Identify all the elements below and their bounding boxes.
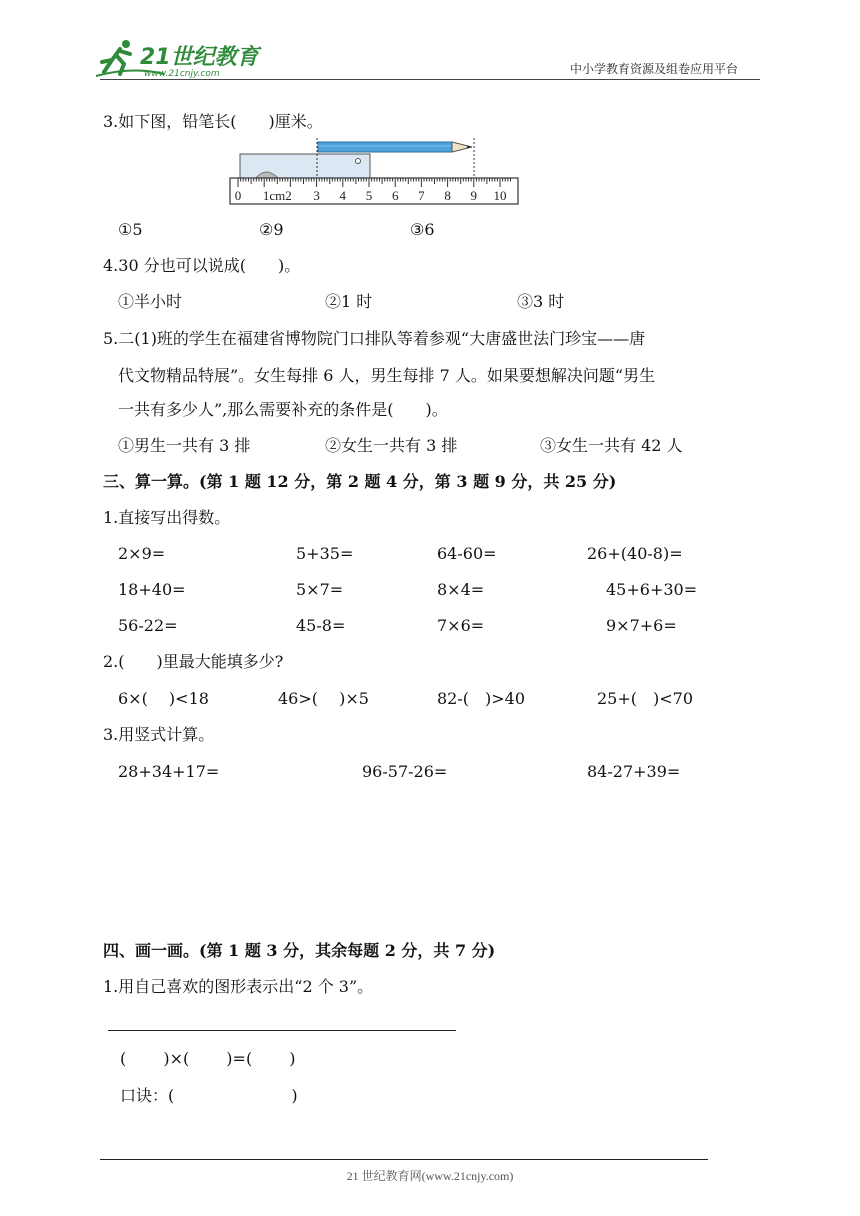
section3-title: 三、算一算。(第 1 题 12 分，第 2 题 4 分，第 3 题 9 分，共 25 分) <box>103 472 617 491</box>
calc-item: 2×9= <box>118 544 166 563</box>
site-logo <box>94 38 264 82</box>
fill-item: 46>( )×5 <box>278 689 369 708</box>
ruler-label: 1cm2 <box>262 188 292 203</box>
q5-line-3: 一共有多少人”,那么需要补充的条件是( )。 <box>118 400 448 419</box>
q5-line-2: 代文物精品特展”。女生每排 6 人，男生每排 7 人。如果要想解决问题“男生 <box>118 366 656 385</box>
q4-option-2: ②1 时 <box>325 292 373 311</box>
header-divider <box>100 79 760 80</box>
vertical-calc-item: 28+34+17= <box>118 762 220 781</box>
calc-item: 9×7+6= <box>606 616 677 635</box>
q5-option-1: ①男生一共有 3 排 <box>118 436 251 455</box>
q4-option-1: ①半小时 <box>118 292 183 311</box>
ruler-label: 3 <box>313 188 320 203</box>
drawing-answer-line <box>108 1030 456 1031</box>
fill-item: 82-( )>40 <box>437 689 526 708</box>
ruler-label: 7 <box>418 188 425 203</box>
koujue-blank: 口诀：( ) <box>120 1086 298 1105</box>
s4-q1-title: 1.用自己喜欢的图形表示出“2 个 3”。 <box>103 977 374 996</box>
calc-item: 45-8= <box>296 616 346 635</box>
q5-line-1: 5.二(1)班的学生在福建省博物院门口排队等着参观“大唐盛世法门珍宝——唐 <box>103 329 646 348</box>
ruler-label: 5 <box>365 188 373 203</box>
ruler-label: 8 <box>444 188 451 203</box>
ruler-label: 9 <box>470 188 478 203</box>
footer-divider <box>100 1159 708 1160</box>
fill-item: 25+( )<70 <box>597 689 694 708</box>
q4-option-3: ③3 时 <box>517 292 565 311</box>
footer-text: 21 世纪教育网(www.21cnjy.com) <box>346 1169 514 1183</box>
q3-option-3: ③6 <box>410 220 435 239</box>
fill-item: 6×( )<18 <box>118 689 209 708</box>
calc-item: 45+6+30= <box>606 580 698 599</box>
s3-q3-title: 3.用竖式计算。 <box>103 725 215 744</box>
q5-option-3: ③女生一共有 42 人 <box>540 436 683 455</box>
ruler-pencil-figure <box>228 134 520 208</box>
s3-q1-title: 1.直接写出得数。 <box>103 508 231 527</box>
calc-item: 56-22= <box>118 616 178 635</box>
ruler-label: 6 <box>391 188 399 203</box>
q3-stem: 3.如下图，铅笔长( )厘米。 <box>103 112 323 131</box>
calc-item: 7×6= <box>437 616 485 635</box>
q5-option-2: ②女生一共有 3 排 <box>325 436 458 455</box>
header-tagline: 中小学教育资源及组卷应用平台 <box>570 62 739 76</box>
s3-q2-title: 2.( )里最大能填多少? <box>103 652 284 671</box>
ruler-label: 10 <box>493 188 507 203</box>
calc-item: 18+40= <box>118 580 186 599</box>
logo-text: 21世纪教育 <box>140 45 259 70</box>
calc-item: 26+(40-8)= <box>587 544 683 563</box>
calc-item: 5+35= <box>296 544 354 563</box>
q3-option-2: ②9 <box>259 220 284 239</box>
vertical-calc-item: 96-57-26= <box>362 762 448 781</box>
ruler-label: 0 <box>234 188 242 203</box>
pencil-icon <box>318 142 472 152</box>
equation-blank: ( )×( )=( ) <box>120 1049 296 1068</box>
vertical-calc-item: 84-27+39= <box>587 762 681 781</box>
section4-title: 四、画一画。(第 1 题 3 分，其余每题 2 分，共 7 分) <box>103 941 496 960</box>
calc-item: 8×4= <box>437 580 485 599</box>
q4-stem: 4.30 分也可以说成( )。 <box>103 256 301 275</box>
q3-option-1: ①5 <box>118 220 143 239</box>
calc-item: 64-60= <box>437 544 497 563</box>
calc-item: 5×7= <box>296 580 344 599</box>
logo-url: www.21cnjy.com <box>144 69 220 79</box>
ruler-label: 4 <box>339 188 347 203</box>
